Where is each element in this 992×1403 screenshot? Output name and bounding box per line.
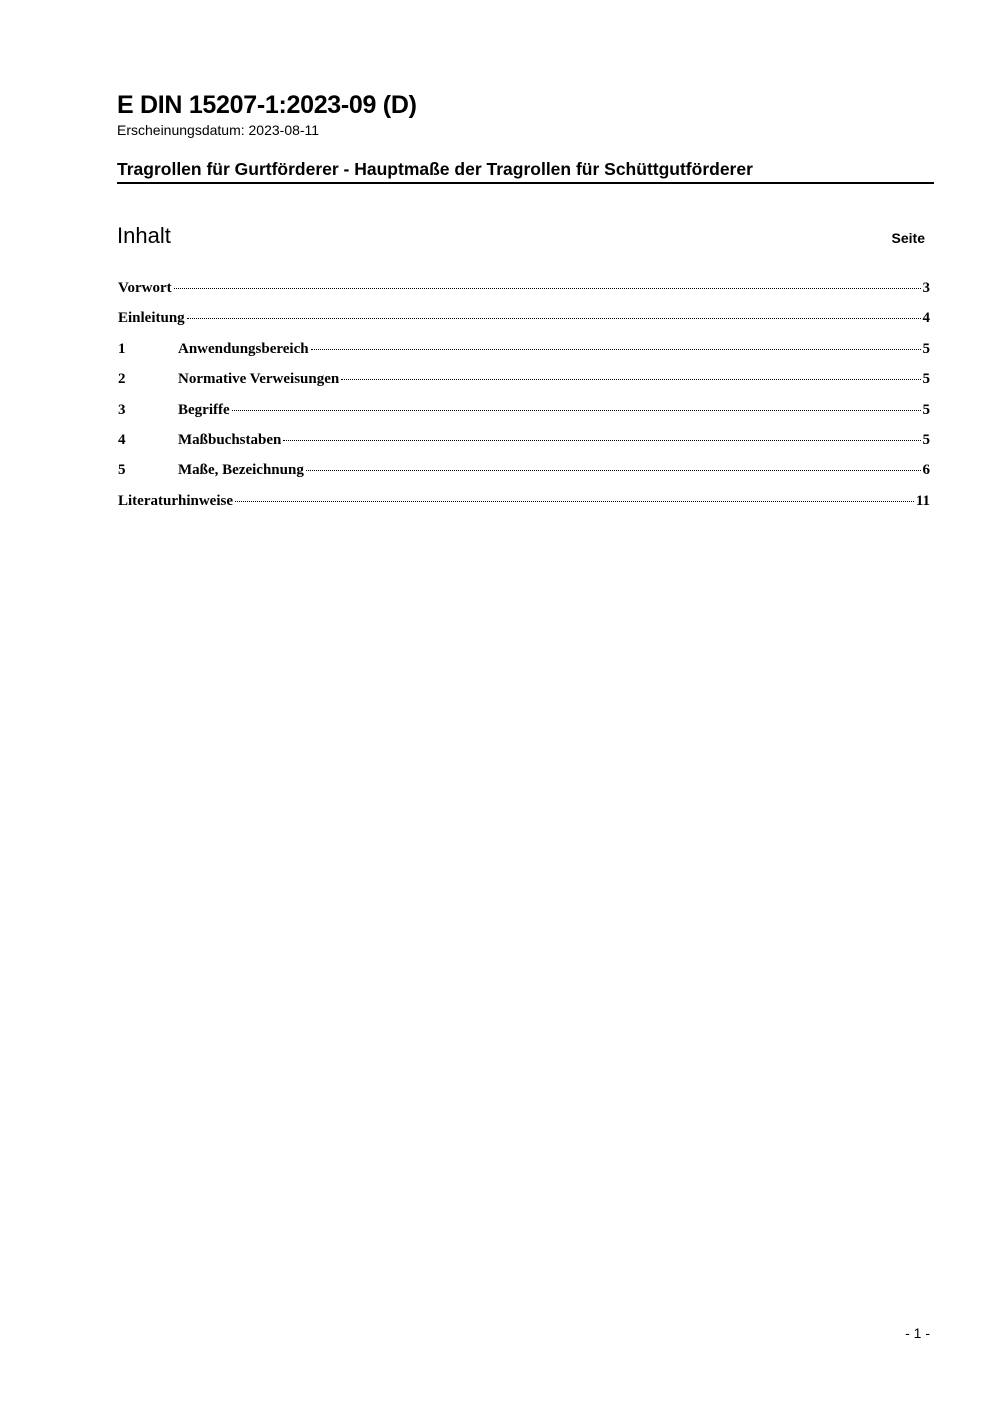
toc-entry-4[interactable] (118, 432, 930, 462)
dot-leader (341, 379, 920, 380)
toc-entry-page: 3 (922, 280, 930, 296)
toc-entry-title: Maße, Bezeichnung (178, 462, 304, 479)
document-subject: Tragrollen für Gurtförderer - Hauptmaße der Tragrollen für Schüttgutförderer (117, 159, 753, 179)
toc-entry-1[interactable] (118, 341, 930, 371)
dot-leader (311, 349, 921, 350)
dot-leader (174, 288, 921, 289)
dot-leader (235, 501, 914, 502)
toc-entry-title: Anwendungsbereich (178, 340, 309, 357)
dot-leader (306, 470, 921, 471)
toc-entry-page: 6 (922, 462, 930, 479)
page-number: - 1 - (905, 1325, 930, 1341)
dot-leader (283, 440, 920, 441)
toc-entry-page: 5 (922, 340, 930, 357)
toc-page-column-label: Seite (891, 230, 925, 246)
toc-entry-literaturhinweise[interactable] (118, 493, 930, 523)
toc-entry-page: 11 (915, 492, 930, 509)
toc-entry-number: 3 (118, 401, 126, 418)
toc-entry-5[interactable] (118, 462, 930, 492)
toc-entry-page: 5 (922, 401, 930, 418)
toc-entry-title: Normative Verweisungen (178, 371, 340, 388)
toc-entry-title: Maßbuchstaben (178, 431, 282, 448)
toc-entry-title: Begriffe (178, 401, 230, 418)
toc-entry-number: 4 (118, 431, 126, 448)
toc-heading: Inhalt (117, 223, 171, 248)
toc-entry-number: 1 (118, 340, 126, 357)
toc-entry-page: 5 (922, 371, 930, 388)
dot-leader (232, 410, 921, 411)
table-of-contents (118, 280, 930, 523)
toc-entry-vorwort[interactable] (118, 280, 930, 310)
toc-entry-page: 5 (922, 431, 930, 448)
toc-entry-einleitung[interactable] (118, 310, 930, 340)
toc-entry-title: Vorwort (118, 280, 172, 296)
toc-entry-title: Literaturhinweise (118, 492, 233, 509)
toc-entry-2[interactable] (118, 371, 930, 401)
dot-leader (187, 318, 921, 319)
header-divider (117, 182, 934, 184)
toc-entry-number: 5 (118, 462, 126, 479)
toc-entry-3[interactable] (118, 402, 930, 432)
document-title: E DIN 15207-1:2023-09 (D) (117, 91, 417, 119)
toc-entry-number: 2 (118, 371, 126, 388)
publication-date: Erscheinungsdatum: 2023-08-11 (117, 122, 320, 138)
toc-entry-page: 4 (922, 310, 930, 327)
toc-entry-title: Einleitung (118, 310, 185, 327)
